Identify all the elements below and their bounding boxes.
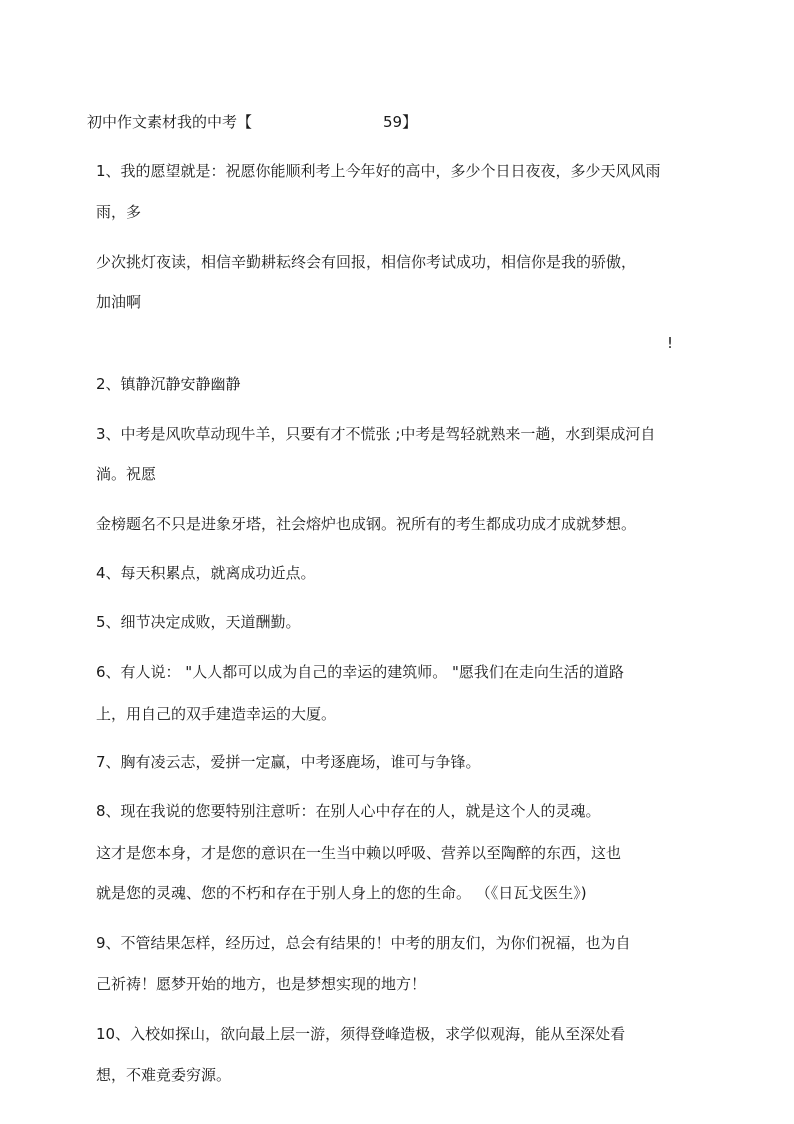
paragraph-line: ! (667, 334, 674, 352)
paragraph-line: 就是您的灵魂、您的不朽和存在于别人身上的您的生命。 （《日瓦戈医生》) (96, 884, 587, 902)
paragraph-line: 金榜题名不只是进象牙塔，社会熔炉也成钢。祝所有的考生都成功成才成就梦想。 (96, 515, 637, 533)
paragraph-line: 2、镇静沉静安静幽静 (96, 375, 241, 393)
paragraph-line: 雨，多 (96, 203, 142, 221)
paragraph-line: 10、入校如探山，欲向最上层一游，须得登峰造极，求学似观海，能从至深处看 (96, 1025, 626, 1043)
paragraph-line: 6、有人说： "人人都可以成为自己的幸运的建筑师。 "愿我们在走向生活的道路 (96, 663, 624, 681)
document-title: 初中作文素材我的中考【 (87, 113, 253, 131)
paragraph-line: 己祈祷！愿梦开始的地方，也是梦想实现的地方！ (96, 975, 427, 993)
paragraph-line: 8、现在我说的您要特别注意听：在别人心中存在的人，就是这个人的灵魂。 (96, 802, 601, 820)
paragraph-line: 5、细节决定成败，天道酬勤。 (96, 613, 301, 631)
paragraph-line: 1、我的愿望就是：祝愿你能顺利考上今年好的高中，多少个日日夜夜，多少天风风雨 (96, 162, 661, 180)
paragraph-line: 淌。祝愿 (96, 465, 157, 483)
paragraph-line: 9、不管结果怎样，经历过，总会有结果的！中考的朋友们，为你们祝福，也为自 (96, 934, 631, 952)
paragraph-line: 想，不难竟委穷源。 (96, 1066, 232, 1084)
paragraph-line: 少次挑灯夜读，相信辛勤耕耘终会有回报，相信你考试成功，相信你是我的骄傲， (96, 253, 637, 271)
paragraph-line: 上，用自己的双手建造幸运的大厦。 (96, 705, 337, 723)
paragraph-line: 这才是您本身，才是您的意识在一生当中赖以呼吸、营养以至陶醉的东西，这也 (96, 844, 622, 862)
paragraph-line: 4、每天积累点，就离成功近点。 (96, 564, 316, 582)
paragraph-line: 加油啊 (96, 293, 142, 311)
document-title-number: 59】 (383, 113, 418, 131)
paragraph-line: 7、胸有凌云志，爱拼一定赢，中考逐鹿场，谁可与争锋。 (96, 753, 481, 771)
paragraph-line: 3、中考是风吹草动现牛羊，只要有才不慌张 ;中考是驾轻就熟来一趟，水到渠成河自 (96, 425, 656, 443)
